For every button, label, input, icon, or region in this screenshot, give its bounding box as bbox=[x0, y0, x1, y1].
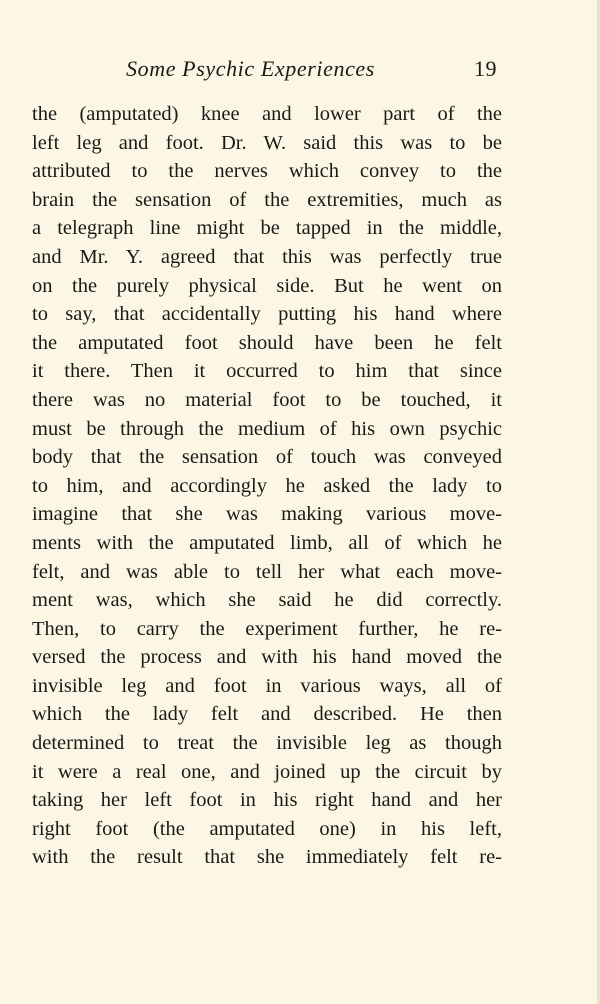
text-line: brain the sensation of the extremities, much as bbox=[32, 188, 502, 211]
body-text bbox=[32, 100, 502, 872]
text-line: it were a real one, and joined up the circuit by bbox=[32, 760, 502, 783]
text-line: left leg and foot. Dr. W. said this was to be bbox=[32, 131, 502, 154]
text-line: invisible leg and foot in various ways, all of bbox=[32, 674, 502, 697]
text-line: to him, and accordingly he asked the lady to bbox=[32, 474, 502, 497]
text-line: body that the sensation of touch was conveyed bbox=[32, 446, 502, 469]
text-line: attributed to the nerves which convey to the bbox=[32, 160, 502, 183]
text-line: a telegraph line might be tapped in the middle, bbox=[32, 217, 502, 240]
text-line: which the lady felt and described. He then bbox=[32, 703, 502, 726]
text-line: on the purely physical side. But he went on bbox=[32, 274, 502, 297]
text-line: the amputated foot should have been he felt bbox=[32, 331, 502, 354]
text-line: and Mr. Y. agreed that this was perfectly true bbox=[32, 245, 502, 268]
text-line: versed the process and with his hand moved the bbox=[32, 646, 502, 669]
text-line: with the result that she immediately felt re- bbox=[32, 846, 502, 869]
page-number: 19 bbox=[474, 56, 497, 81]
text-line: must be through the medium of his own psychic bbox=[32, 417, 502, 440]
text-line: to say, that accidentally putting his hand where bbox=[32, 303, 502, 326]
running-head bbox=[0, 52, 600, 86]
text-line: ments with the amputated limb, all of which he bbox=[32, 531, 502, 554]
text-line: right foot (the amputated one) in his left, bbox=[32, 817, 502, 840]
text-line: imagine that she was making various move- bbox=[32, 503, 502, 526]
running-title: Some Psychic Experiences bbox=[126, 56, 375, 81]
text-line: determined to treat the invisible leg as though bbox=[32, 732, 502, 755]
text-line: felt, and was able to tell her what each move- bbox=[32, 560, 502, 583]
text-line: Then, to carry the experiment further, he re- bbox=[32, 617, 502, 640]
text-line: the (amputated) knee and lower part of the bbox=[32, 103, 502, 125]
text-line: taking her left foot in his right hand and her bbox=[32, 789, 502, 812]
text-line: ment was, which she said he did correctly. bbox=[32, 589, 502, 612]
text-line: there was no material foot to be touched, it bbox=[32, 388, 502, 411]
text-line: it there. Then it occurred to him that since bbox=[32, 360, 502, 383]
